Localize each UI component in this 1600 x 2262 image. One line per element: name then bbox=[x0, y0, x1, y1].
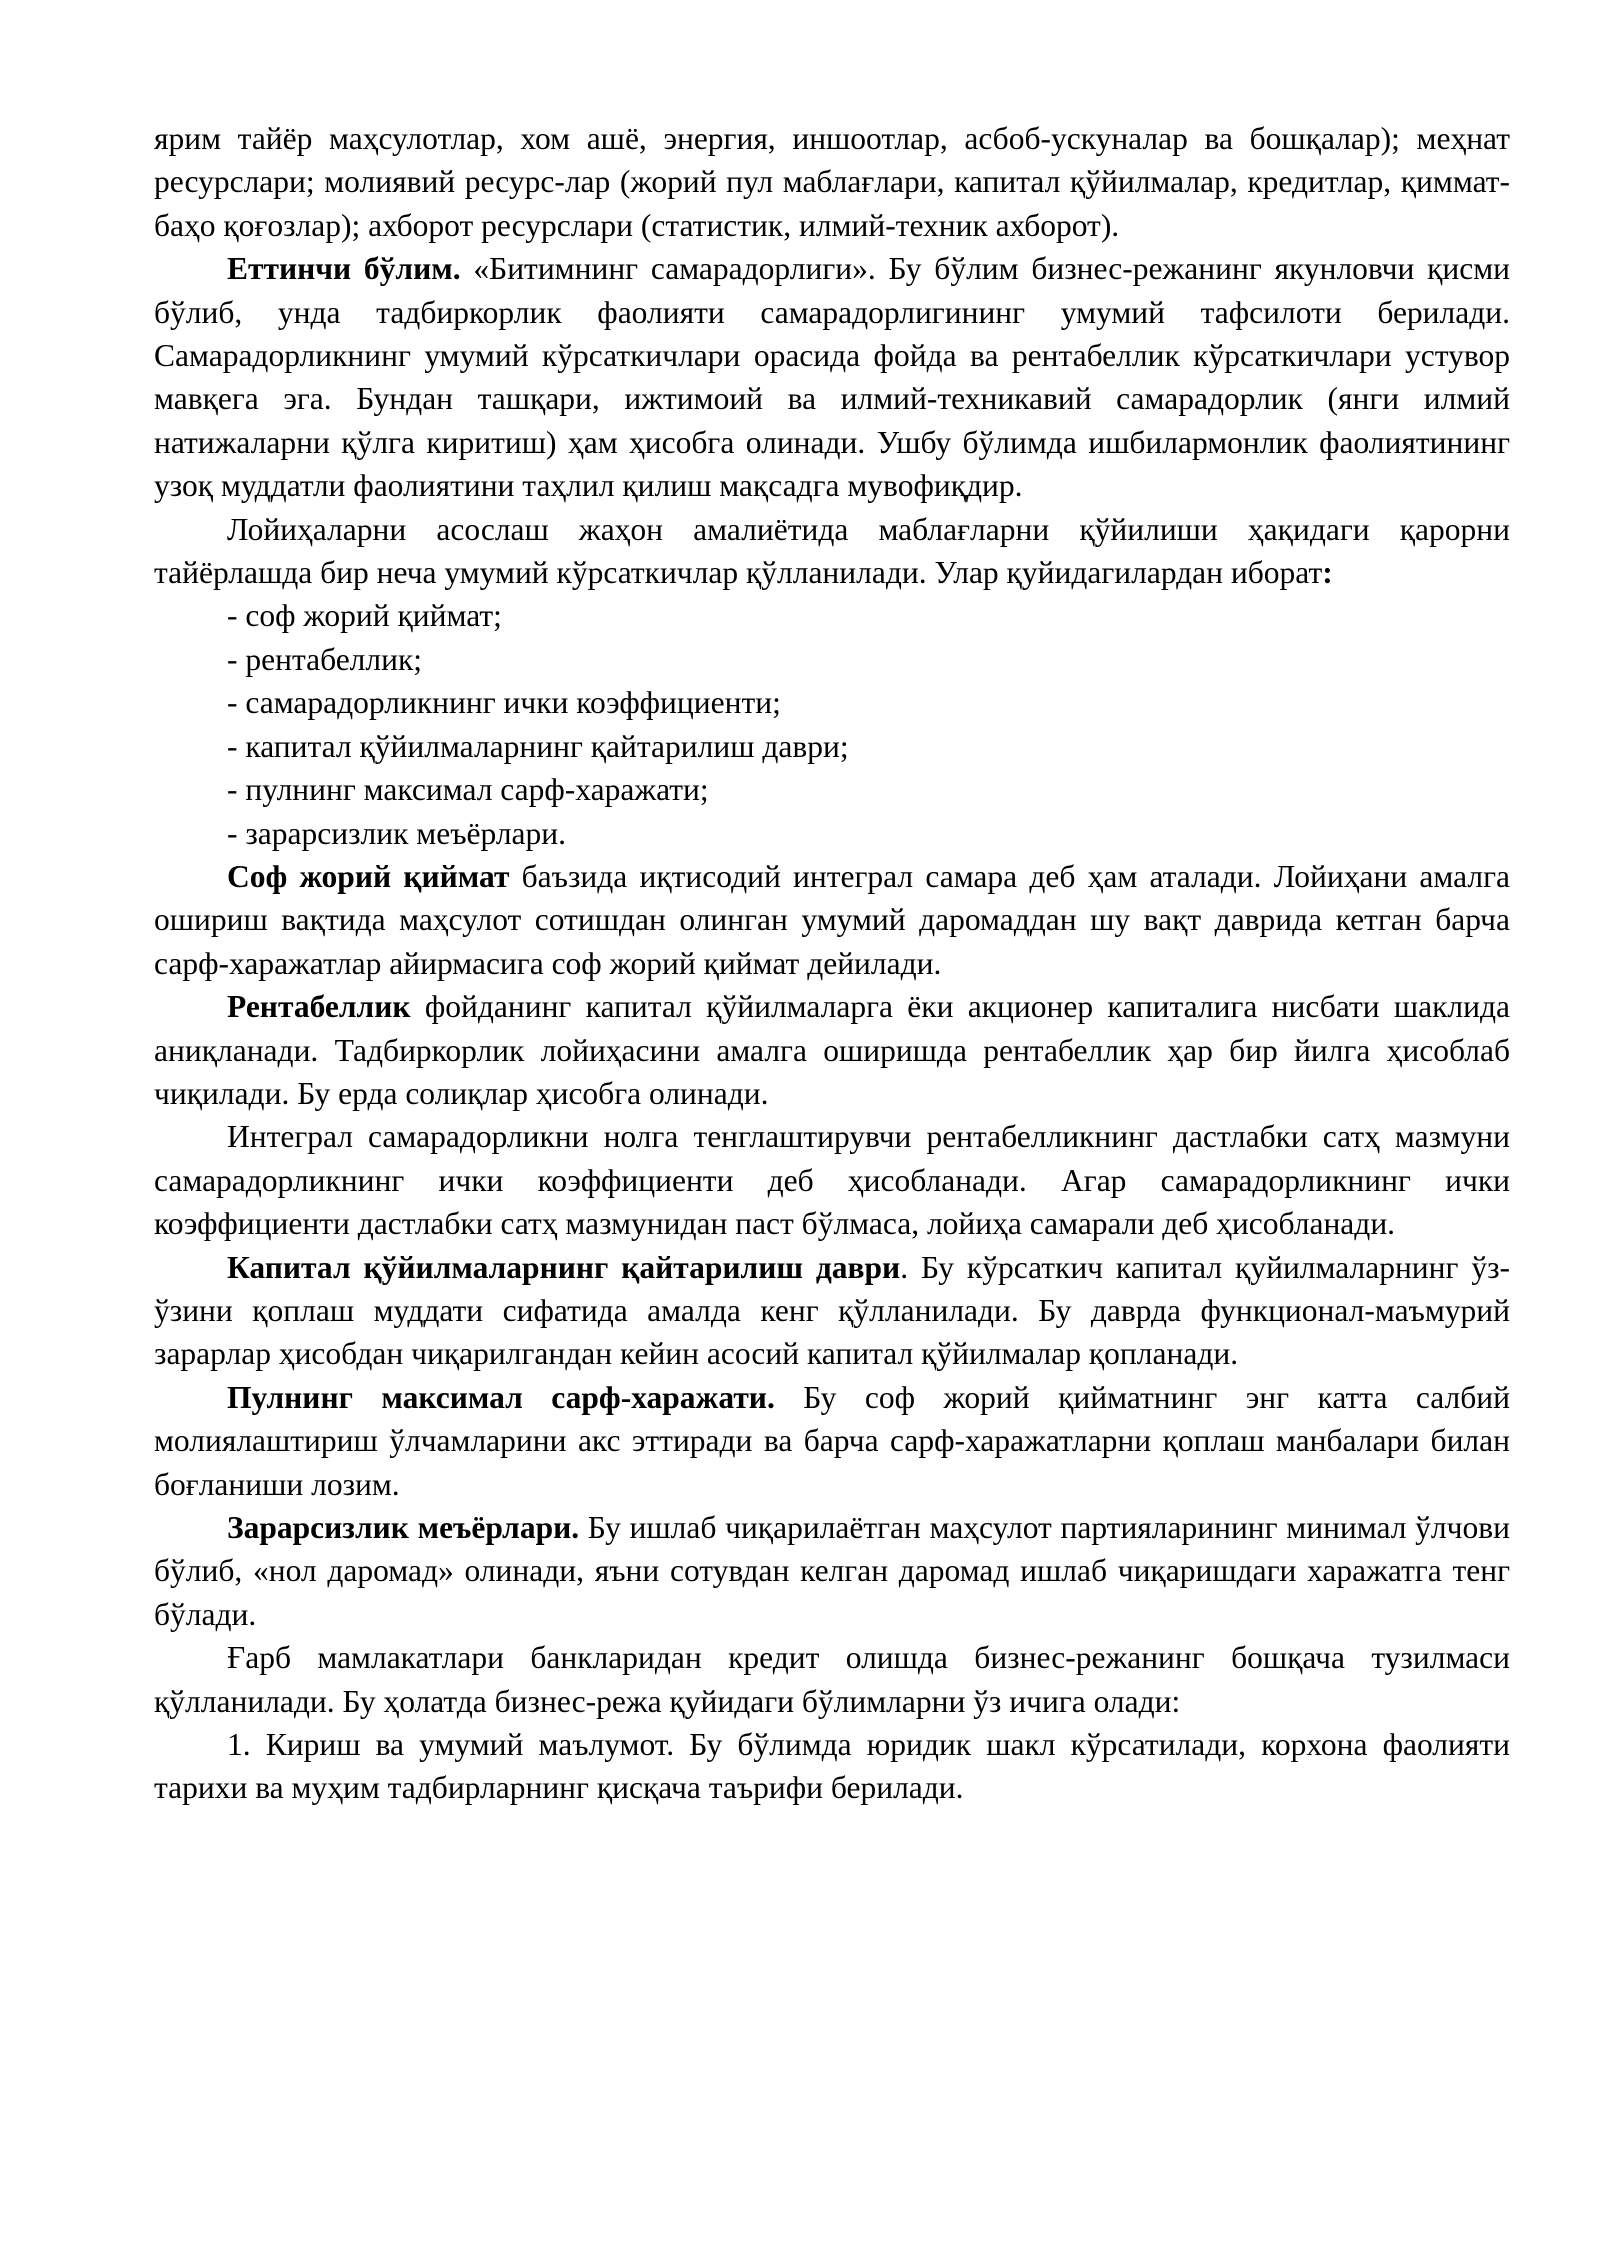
paragraph-resources-continuation bbox=[154, 117, 1510, 247]
paragraph-internal-rate bbox=[154, 1115, 1510, 1245]
list-item: - самарадорликнинг ички коэффициенти; bbox=[227, 685, 781, 721]
paragraph-introduction-item bbox=[154, 1723, 1510, 1810]
paragraph-text: «Битимнинг самарадорлиги». Бу бўлим бизнес-режанинг якунловчи қисми бўлиб, унда тадбиркорлик фаолияти самарадорлигининг умумий тафсилоти берилади. Самарадорликнинг умумий кўрсаткичлари орасида фойда ва рентабеллик кўрсаткичлари устувор мавқега эга. Бундан ташқари, ижтимоий ва илмий-техникавий самарадорлик (янги илмий натижаларни қўлга киритиш) ҳам ҳисобга олинади. Ушбу бўлимда ишбилармонлик фаолиятининг узоқ муддатли фаолиятини таҳлил қилиш мақсадга мувофиқдир. bbox=[154, 251, 1510, 504]
paragraph-western-banks bbox=[154, 1636, 1510, 1723]
paragraph-indicators-intro bbox=[154, 508, 1510, 595]
paragraph-text: Лойиҳаларни асослаш жаҳон амалиётида маблағларни қўйилиши ҳақидаги қарорни тайёрлашда бир неча умумий кўрсаткичлар қўлланилади. Улар қуйидагилардан иборат bbox=[154, 511, 1510, 591]
paragraph-text: Бу соф жорий қийматнинг энг катта салбий молиялаштириш ўлчамларини акс эттиради ва барча сарф-харажатларни қоплаш манбалари билан боғланиши лозим. bbox=[154, 1379, 1510, 1502]
term-heading: Пулнинг максимал сарф-харажати. bbox=[227, 1379, 775, 1415]
term-heading: Рентабеллик bbox=[227, 989, 411, 1025]
term-heading: Капитал қўйилмаларнинг қайтарилиш даври bbox=[227, 1249, 901, 1285]
paragraph-seventh-section bbox=[154, 247, 1510, 507]
list-item: - пулнинг максимал сарф-харажати; bbox=[227, 772, 709, 808]
list-item: - зарарсизлик меъёрлари. bbox=[227, 815, 567, 851]
paragraph-text: Интеграл самарадорликни нолга тенглаштирувчи рентабелликнинг дастлабки сатҳ мазмуни самарадорликнинг ички коэффициенти деб ҳисобланади. Агар самарадорликнинг ички коэффициенти дастлабки сатҳ мазмунидан паст бўлмаса, лойиҳа самарали деб ҳисобланади. bbox=[154, 1119, 1510, 1242]
paragraph-net-present-value bbox=[154, 855, 1510, 985]
paragraph-text: Ғарб мамлакатлари банкларидан кредит олишда бизнес-режанинг бошқача тузилмаси қўлланилади. Бу ҳолатда бизнес-режа қуйидаги бўлимларни ўз ичига олади: bbox=[154, 1640, 1510, 1719]
paragraph-text: Бу ишлаб чиқарилаётган маҳсулот партияларининг минимал ўлчови бўлиб, «нол даромад» олинади, яъни сотувдан келган даромад ишлаб чиқаришдаги харажатга тенг бўлади. bbox=[154, 1510, 1510, 1632]
paragraph-max-expenditure bbox=[154, 1376, 1510, 1506]
paragraph-text: 1. Кириш ва умумий маълумот. Бу бўлимда юридик шакл кўрсатилади, корхона фаолияти тарихи ва муҳим тадбирларнинг қисқача таърифи берилади. bbox=[154, 1727, 1510, 1806]
term-heading: Соф жорий қиймат bbox=[227, 858, 510, 894]
paragraph-break-even bbox=[154, 1506, 1510, 1636]
term-heading: Зарарсизлик меъёрлари. bbox=[227, 1510, 580, 1545]
bold-colon: : bbox=[1322, 555, 1333, 591]
list-item: - капитал қўйилмаларнинг қайтарилиш даври; bbox=[227, 728, 849, 764]
indicators-list bbox=[154, 594, 1510, 854]
paragraph-text: баъзида иқтисодий интеграл самара деб ҳам аталади. Лойиҳани амалга ошириш вақтида маҳсулот сотишдан олинган умумий даромаддан шу вақт даврида кетган барча сарф-харажатлар айирмасига соф жорий қиймат дейилади. bbox=[154, 858, 1510, 981]
paragraph-text: фойданинг капитал қўйилмаларга ёки акционер капиталига нисбати шаклида аниқланади. Тадбиркорлик лойиҳасини амалга оширишда рентабеллик ҳар бир йилга ҳисоблаб чиқилади. Бу ерда солиқлар ҳисобга олинади. bbox=[154, 989, 1510, 1111]
paragraph-text: ярим тайёр маҳсулотлар, хом ашё, энергия, иншоотлар, асбоб-ускуналар ва бошқалар); меҳнат ресурслари; молиявий ресурс-лар (жорий пул маблағлари, капитал қўйилмалар, кредитлар, қиммат-баҳо қоғозлар); ахборот ресурслари (статистик, илмий-техник ахборот). bbox=[154, 121, 1510, 243]
section-heading: Еттинчи бўлим. bbox=[227, 251, 461, 287]
paragraph-profitability bbox=[154, 985, 1510, 1115]
list-item: - соф жорий қиймат; bbox=[227, 598, 502, 634]
list-item: - рентабеллик; bbox=[227, 641, 423, 677]
paragraph-payback-period bbox=[154, 1246, 1510, 1376]
paragraph-text: . Бу кўрсаткич капитал қуйилмаларнинг ўз-ўзини қоплаш муддати сифатида амалда кенг қўлланилади. Бу даврда функционал-маъмурий зарарлар ҳисобдан чиқарилгандан кейин асосий капитал қўйилмалар қопланади. bbox=[154, 1249, 1511, 1372]
